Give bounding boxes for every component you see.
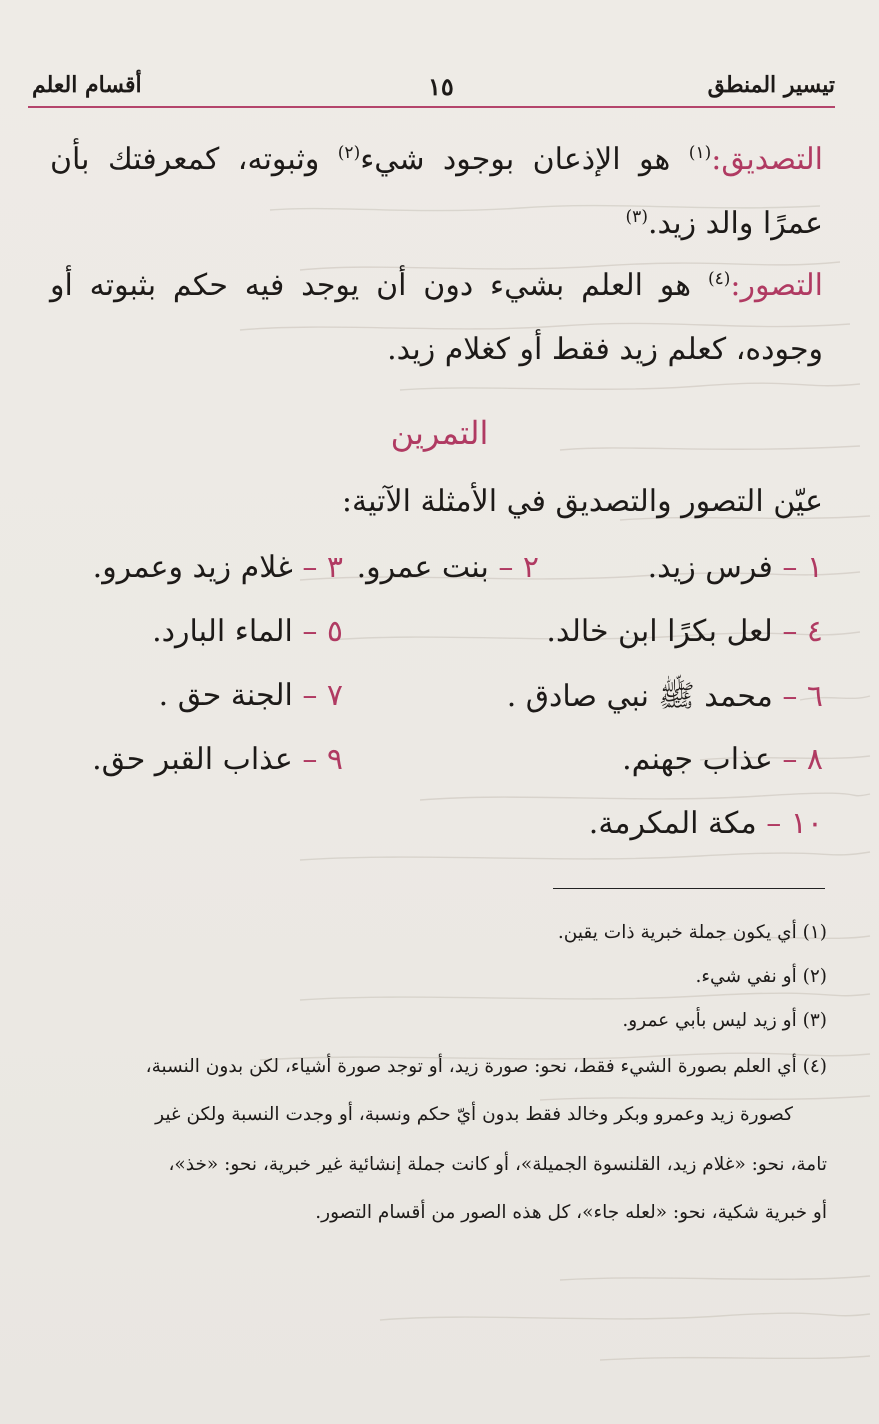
tasdiq-text-b: وثبوته، كمعرفتك بأن عمرًا والد زيد.: [50, 142, 823, 241]
footnote-ref: (٢): [337, 143, 361, 163]
item-text: غلام زيد وعمرو.: [92, 550, 293, 585]
tasdiq-text-a: هو الإذعان بوجود شيء: [360, 142, 689, 177]
item-number: ٦: [806, 679, 823, 714]
exercise-item: ١ – فرس زيد.: [647, 550, 823, 585]
item-text: الماء البارد.: [152, 614, 293, 649]
footnote-text: أو نفي شيء.: [695, 966, 797, 987]
item-number: ٨: [806, 742, 823, 777]
footnote-ref: (٤): [707, 269, 731, 289]
exercise-item: ٦ – محمد ﷺ نبي صادق .: [506, 679, 823, 714]
footnote-text: أو زيد ليس بأبي عمرو.: [622, 1010, 797, 1031]
item-text: عذاب القبر حق.: [92, 742, 293, 777]
exercise-title: التمرين: [390, 414, 489, 452]
footnote-number: (٤): [802, 1056, 827, 1077]
footnote-separator: [553, 888, 825, 889]
footnote-ref: (٣): [625, 207, 648, 227]
item-number: ١٠: [790, 806, 823, 841]
tasawwur-text: هو العلم بشيء دون أن يوجد فيه حكم بثبوته أو وجوده، كعلم زيد فقط أو كغلام زيد.: [50, 268, 823, 367]
running-header: [28, 66, 835, 108]
exercise-item: ٢ – بنت عمرو.: [356, 550, 539, 585]
item-text: مكة المكرمة.: [588, 806, 757, 841]
footnote-ref: (١): [688, 143, 712, 163]
exercise-item: ١٠ – مكة المكرمة.: [588, 806, 823, 841]
header-page-number: ١٥: [428, 72, 454, 101]
exercise-item: ٩ – عذاب القبر حق.: [92, 742, 343, 777]
exercise-item: ٤ – لعل بكرًا ابن خالد.: [546, 614, 823, 649]
footnote-number: (١): [802, 922, 827, 943]
item-number: ٤: [806, 614, 823, 649]
footnote-number: (٢): [802, 966, 827, 987]
footnote-1: [558, 922, 827, 943]
footnote-3: [622, 1010, 827, 1031]
footnote-number: (٣): [802, 1010, 827, 1031]
item-number: ٧: [326, 678, 343, 713]
item-text: الجنة حق .: [158, 678, 293, 713]
exercise-item: ٥ – الماء البارد.: [152, 614, 343, 649]
item-number: ٩: [326, 742, 343, 777]
footnote-2: [695, 966, 827, 987]
item-text: بنت عمرو.: [356, 550, 489, 585]
exercise-item: ٨ – عذاب جهنم.: [622, 742, 823, 777]
item-number: ٥: [326, 614, 343, 649]
tasdiq-paragraph: [50, 128, 823, 256]
item-text: محمد ﷺ نبي صادق .: [506, 679, 773, 714]
tasdiq-term: التصديق:: [711, 142, 823, 177]
tasawwur-term: التصور:: [730, 268, 823, 303]
footnote-4-line-3: تامة، نحو: «غلام زيد، القلنسوة الجميلة»، أو كانت جملة إنشائية غير خبرية، نحو: «خذ»،: [168, 1154, 827, 1175]
footnote-4-line-4: أو خبرية شكية، نحو: «لعله جاء»، كل هذه الصور من أقسام التصور.: [315, 1202, 827, 1223]
footnote-text: أي العلم بصورة الشيء فقط، نحو: صورة زيد، أو توجد صورة أشياء، لكن بدون النسبة،: [145, 1056, 797, 1077]
footnote-4-line-2: كصورة زيد وعمرو وبكر وخالد فقط بدون أيّ حكم ونسبة، أو وجدت النسبة ولكن غير: [155, 1104, 793, 1125]
item-number: ١: [806, 550, 823, 585]
tasawwur-paragraph: [50, 254, 823, 382]
item-text: عذاب جهنم.: [622, 742, 773, 777]
item-text: فرس زيد.: [647, 550, 773, 585]
exercise-item: ٣ – غلام زيد وعمرو.: [92, 550, 343, 585]
header-book-title: تيسير المنطق: [707, 72, 835, 98]
item-number: ٣: [326, 550, 343, 585]
footnote-4: [146, 1056, 827, 1077]
footnote-text: أي يكون جملة خبرية ذات يقين.: [557, 922, 797, 943]
item-number: ٢: [522, 550, 539, 585]
item-text: لعل بكرًا ابن خالد.: [546, 614, 773, 649]
exercise-item: ٧ – الجنة حق .: [158, 678, 343, 713]
header-chapter-title: أقسام العلم: [32, 72, 142, 98]
exercise-instruction: عيّن التصور والتصديق في الأمثلة الآتية:: [341, 484, 823, 519]
